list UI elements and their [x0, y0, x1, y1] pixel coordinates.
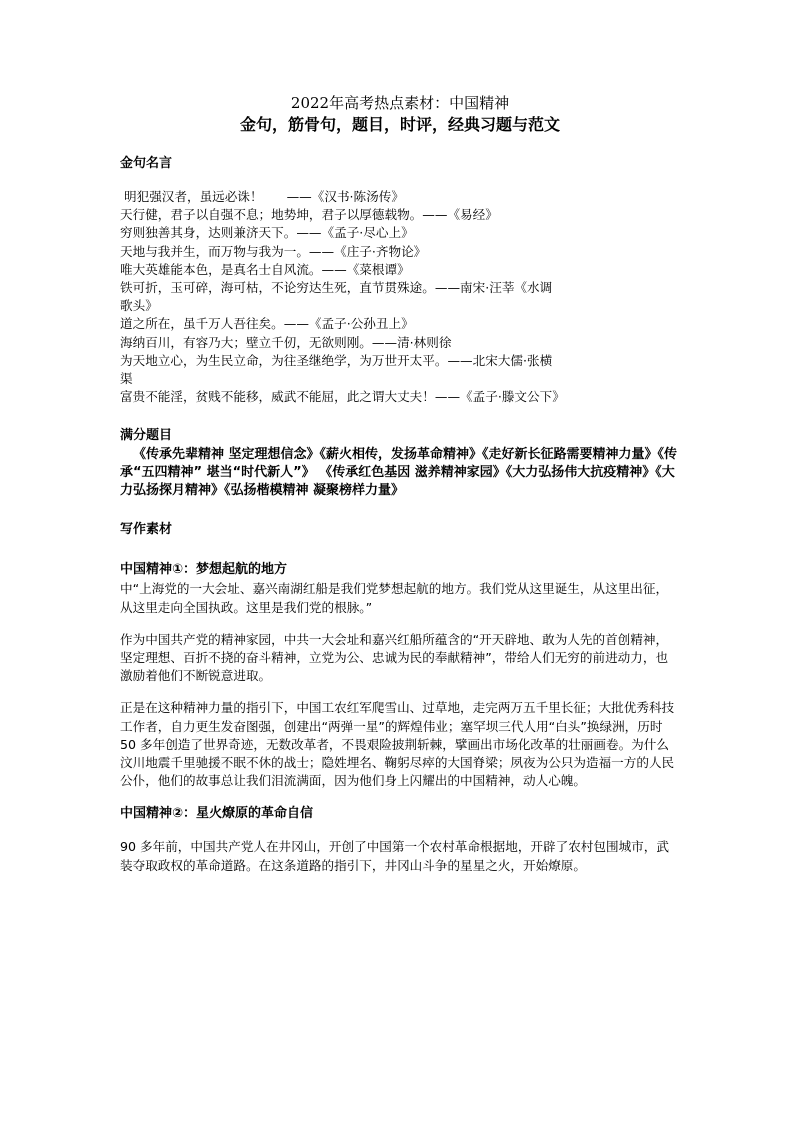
quote-line: 明犯强汉者，虽远必诛！ ——《汉书·陈汤传》 [120, 189, 404, 204]
quote-line: 歌头》 [120, 298, 158, 314]
topics-text: 《传承先辈精神 坚定理想信念》《薪火相传，发扬革命精神》《走好新长征路需要精神力量》《传承“五四精神” 堪当“时代新人”》 《传承红色基因 滋养精神家园》《大力弘扬伟大抗疫精神》《大力弘扬探月精神》《弘扬楷模精神 凝聚榜样力量》 [120, 447, 678, 499]
quote-line: 铁可折，玉可碎，海可枯，不论穷达生死，直节贯殊途。——南宋·汪莘《水调 [120, 280, 553, 296]
quote-line: 海纳百川，有容乃大；壁立千仞，无欲则刚。——清·林则徐 [120, 334, 452, 350]
quotes-list [120, 188, 680, 406]
topics-heading: 满分题目 [120, 428, 173, 444]
quote-line: 渠 [120, 371, 133, 387]
document-title: 2022年高考热点素材：中国精神 [290, 94, 510, 112]
section2-paragraph: 90 多年前，中国共产党人在井冈山，开创了中国第一个农村革命根据地，开辟了农村包围城市，武装夺取政权的革命道路。在这条道路的指引下，井冈山斗争的星星之火，开始燎原。 [120, 839, 669, 873]
section1-heading: 中国精神①：梦想起航的地方 [120, 562, 288, 578]
quote-line: 唯大英雄能本色，是真名士自风流。——《菜根谭》 [120, 261, 410, 277]
section2-heading: 中国精神②：星火燎原的革命自信 [120, 806, 314, 822]
document-subtitle: 金句，筋骨句，题目，时评，经典习题与范文 [239, 115, 560, 134]
quote-line: 道之所在，虽千万人吾往矣。——《孟子·公孙丑上》 [120, 316, 414, 332]
section1-quote: 中“上海党的一大会址、嘉兴南湖红船是我们党梦想起航的地方。我们党从这里诞生，从这里出征，从这里走向全国执政。这里是我们党的根脉。” [120, 581, 669, 615]
material-heading: 写作素材 [120, 522, 173, 538]
document-page [120, 92, 680, 875]
quote-line: 穷则独善其身，达则兼济天下。——《孟子·尽心上》 [120, 225, 414, 241]
section1-paragraph: 正是在这种精神力量的指引下，中国工农红军爬雪山、过草地，走完两万五千里长征；大批优秀科技工作者，自力更生发奋图强，创建出“两弹一星”的辉煌伟业；塞罕坝三代人用“白头”换绿洲，历时 50 多年创造了世界奇迹，无数改革者，不畏艰险披荆斩棘，擘画出市场化改革的壮丽画卷。为什么汶川地震千里驰援不眠不休的战士；隐姓埋名、鞠躬尽瘁的大国脊梁；夙夜为公只为造福一方的人民公仆，他们的故事总让我们泪流满面，因为他们身上闪耀出的中国精神，动人心魄。 [120, 700, 675, 789]
quote-line: 富贵不能淫，贫贱不能移，威武不能屈，此之谓大丈夫！——《孟子·滕文公下》 [120, 389, 565, 405]
quote-line: 天行健，君子以自强不息；地势坤，君子以厚德载物。——《易经》 [120, 207, 498, 223]
quotes-heading: 金句名言 [120, 156, 173, 171]
section1-paragraph: 作为中国共产党的精神家园，中共一大会址和嘉兴红船所蕴含的“开天辟地、敢为人先的首创精神，坚定理想、百折不挠的奋斗精神，立党为公、忠诚为民的奉献精神”，带给人们无穷的前进动力，也激励着他们不断锐意进取。 [120, 631, 669, 684]
quote-line: 为天地立心，为生民立命，为往圣继绝学，为万世开太平。——北宋大儒·张横 [120, 352, 553, 368]
quote-line: 天地与我并生，而万物与我为一。——《庄子·齐物论》 [120, 243, 427, 259]
